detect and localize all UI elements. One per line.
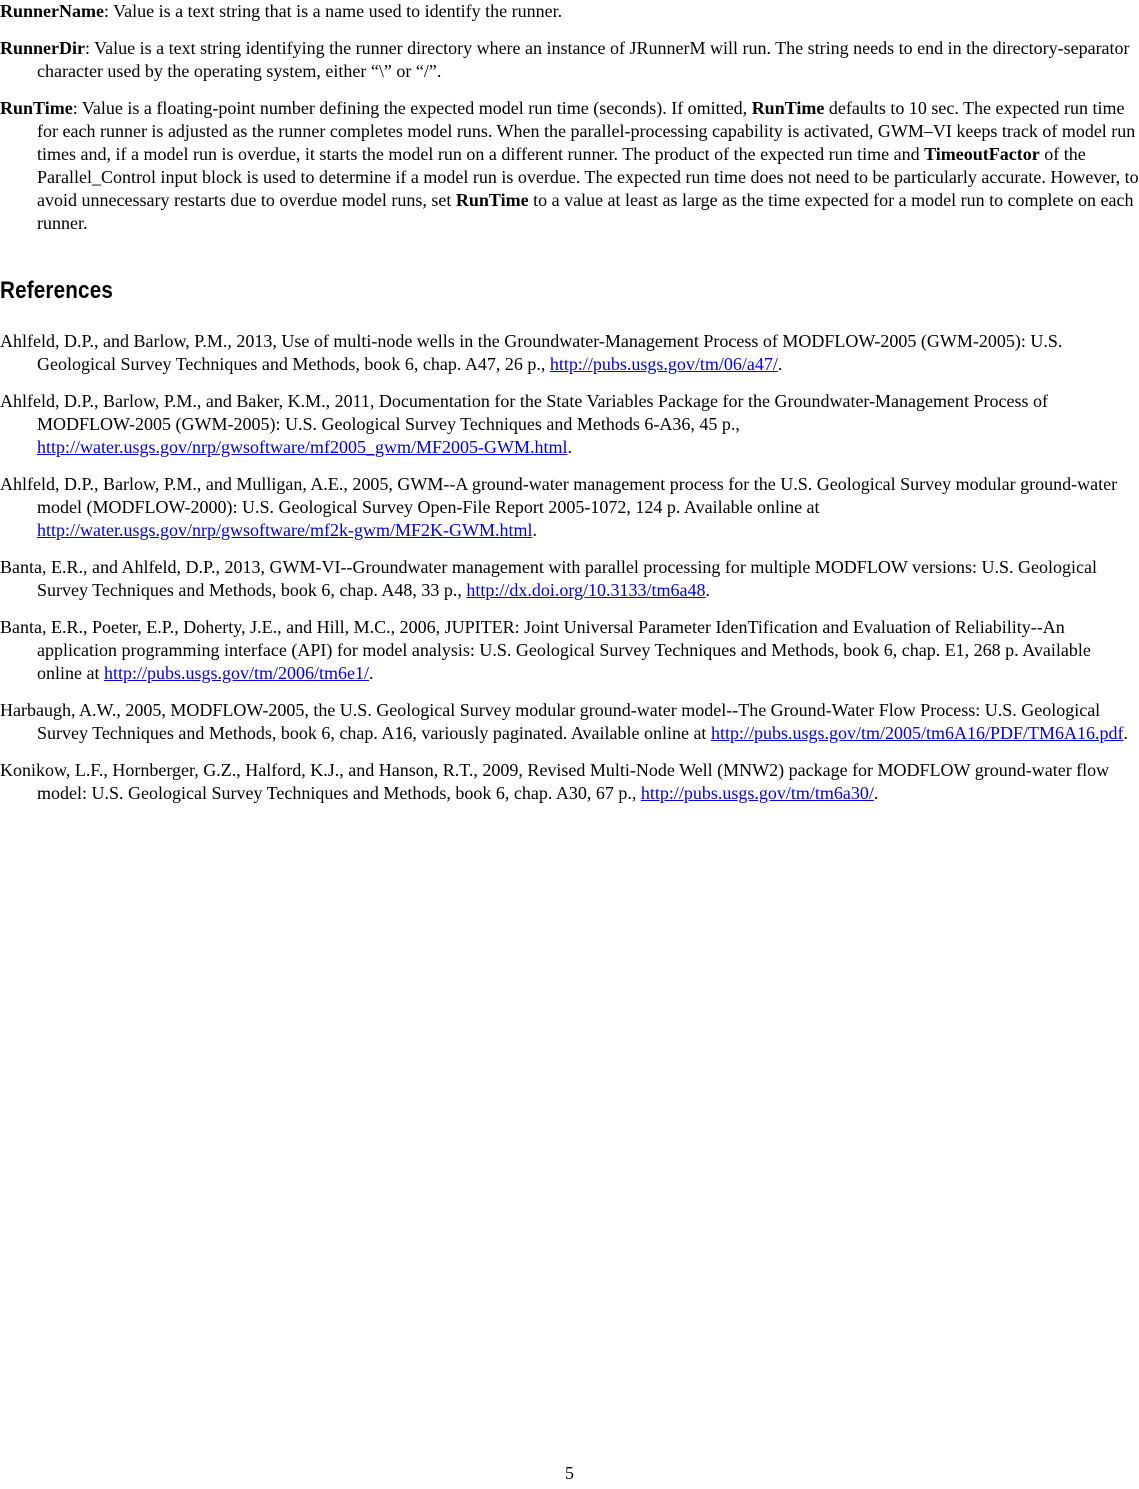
reference-item: [0, 390, 1139, 459]
definition-text: : Value is a text string identifying the runner directory where an instance of JRunnerM will run. The string needs to end in the directory-separator character used by the operating system, either “\” or “/”.: [37, 38, 1130, 81]
reference-link[interactable]: http://dx.doi.org/10.3133/tm6a48: [466, 580, 706, 600]
reference-text: Harbaugh, A.W., 2005, MODFLOW-2005, the U.S. Geological Survey modular ground-water model--The Ground-Water Flow Process: U.S. Geological Survey Techniques and Methods, book 6, chap. A16, variously paginated. Available online at: [0, 700, 1101, 743]
reference-text: Banta, E.R., and Ahlfeld, D.P., 2013, GWM-VI--Groundwater management with parallel processing for multiple MODFLOW versions: U.S. Geological Survey Techniques and Methods, book 6, chap. A48, 33 p.,: [0, 557, 1097, 600]
reference-link[interactable]: http://pubs.usgs.gov/tm/2006/tm6e1/: [103, 663, 370, 683]
definition-term: RunnerDir: [0, 38, 85, 58]
definition-runtime: [0, 97, 1139, 235]
reference-link[interactable]: http://water.usgs.gov/nrp/gwsoftware/mf2k-gwm/MF2K-GWM.html: [37, 520, 533, 540]
definition-inline-term: RunTime: [455, 190, 529, 210]
reference-punctuation: .: [705, 580, 711, 600]
reference-item: [0, 473, 1139, 542]
page-number: 5: [565, 1463, 574, 1483]
reference-text: Ahlfeld, D.P., Barlow, P.M., and Baker, K.M., 2011, Documentation for the State Variables Package for the Groundwater-Management Process of MODFLOW-2005 (GWM-2005): U.S. Geological Survey Techniques and Methods 6-A36, 45 p.,: [0, 391, 1049, 434]
references-list: [0, 330, 1139, 819]
reference-link[interactable]: http://pubs.usgs.gov/tm/06/a47/: [549, 354, 778, 374]
reference-link[interactable]: http://pubs.usgs.gov/tm/2005/tm6A16/PDF/TM6A16.pdf: [710, 723, 1124, 743]
definition-inline-term: RunTime: [751, 98, 825, 118]
reference-punctuation: .: [567, 437, 572, 457]
reference-punctuation: .: [532, 520, 537, 540]
references-heading: References: [0, 277, 114, 304]
reference-link[interactable]: http://water.usgs.gov/nrp/gwsoftware/mf2005_gwm/MF2005-GWM.html: [37, 437, 568, 457]
reference-item: [0, 616, 1139, 685]
definition-text: : Value is a floating-point number defining the expected model run time (seconds). If omitted,: [72, 98, 752, 118]
definition-text: defaults to 10 sec. The expected run time for each runner is adjusted as the runner completes model runs. When the parallel-processing capability is activated, GWM–VI keeps track of model run times and, if a model run is overdue, it starts the model run on a different runner. The product of the expected run time and: [37, 98, 1136, 164]
reference-link[interactable]: http://pubs.usgs.gov/tm/tm6a30/: [640, 783, 874, 803]
definition-inline-term: TimeoutFactor: [924, 144, 1040, 164]
reference-punctuation: .: [873, 783, 879, 803]
definition-text: to a value at least as large as the time expected for a model run to complete on each runner.: [37, 190, 1134, 233]
definition-term: RunTime: [0, 98, 73, 118]
reference-punctuation: .: [369, 663, 374, 683]
reference-text: Ahlfeld, D.P., and Barlow, P.M., 2013, Use of multi-node wells in the Groundwater-Management Process of MODFLOW-2005 (GWM-2005): U.S. Geological Survey Techniques and Methods, book 6, chap. A47, 26 p.,: [0, 331, 1063, 374]
reference-item: [0, 759, 1139, 805]
definition-runnerdir: [0, 37, 1139, 83]
reference-punctuation: .: [777, 354, 783, 374]
reference-text: Ahlfeld, D.P., Barlow, P.M., and Mulligan, A.E., 2005, GWM--A ground-water management process for the U.S. Geological Survey modular ground-water model (MODFLOW-2000): U.S. Geological Survey Open-File Report 2005-1072, 124 p. Available online at: [0, 474, 1118, 517]
reference-item: [0, 330, 1139, 376]
definition-text: of the Parallel_Control input block is used to determine if a model run is overdue. The expected run time does not need to be particularly accurate. However, to avoid unnecessary restarts due to overdue model runs, set: [37, 144, 1139, 210]
definition-runnername: [0, 0, 1139, 23]
parameter-definitions: [0, 0, 1139, 249]
definition-text: : Value is a text string that is a name used to identify the runner.: [104, 1, 563, 21]
reference-text: Konikow, L.F., Hornberger, G.Z., Halford, K.J., and Hanson, R.T., 2009, Revised Multi-Node Well (MNW2) package for MODFLOW ground-water flow model: U.S. Geological Survey Techniques and Methods, book 6, chap. A30, 67 p.,: [0, 760, 1110, 803]
reference-item: [0, 699, 1139, 745]
definition-term: RunnerName: [0, 1, 104, 21]
reference-punctuation: .: [1123, 723, 1128, 743]
reference-text: Banta, E.R., Poeter, E.P., Doherty, J.E., and Hill, M.C., 2006, JUPITER: Joint Universal Parameter IdenTification and Evaluation of Reliability--An application programming interface (API) for model analysis: U.S. Geological Survey Techniques and Methods, book 6, chap. E1, 268 p. Available online at: [0, 617, 1091, 683]
reference-item: [0, 556, 1139, 602]
